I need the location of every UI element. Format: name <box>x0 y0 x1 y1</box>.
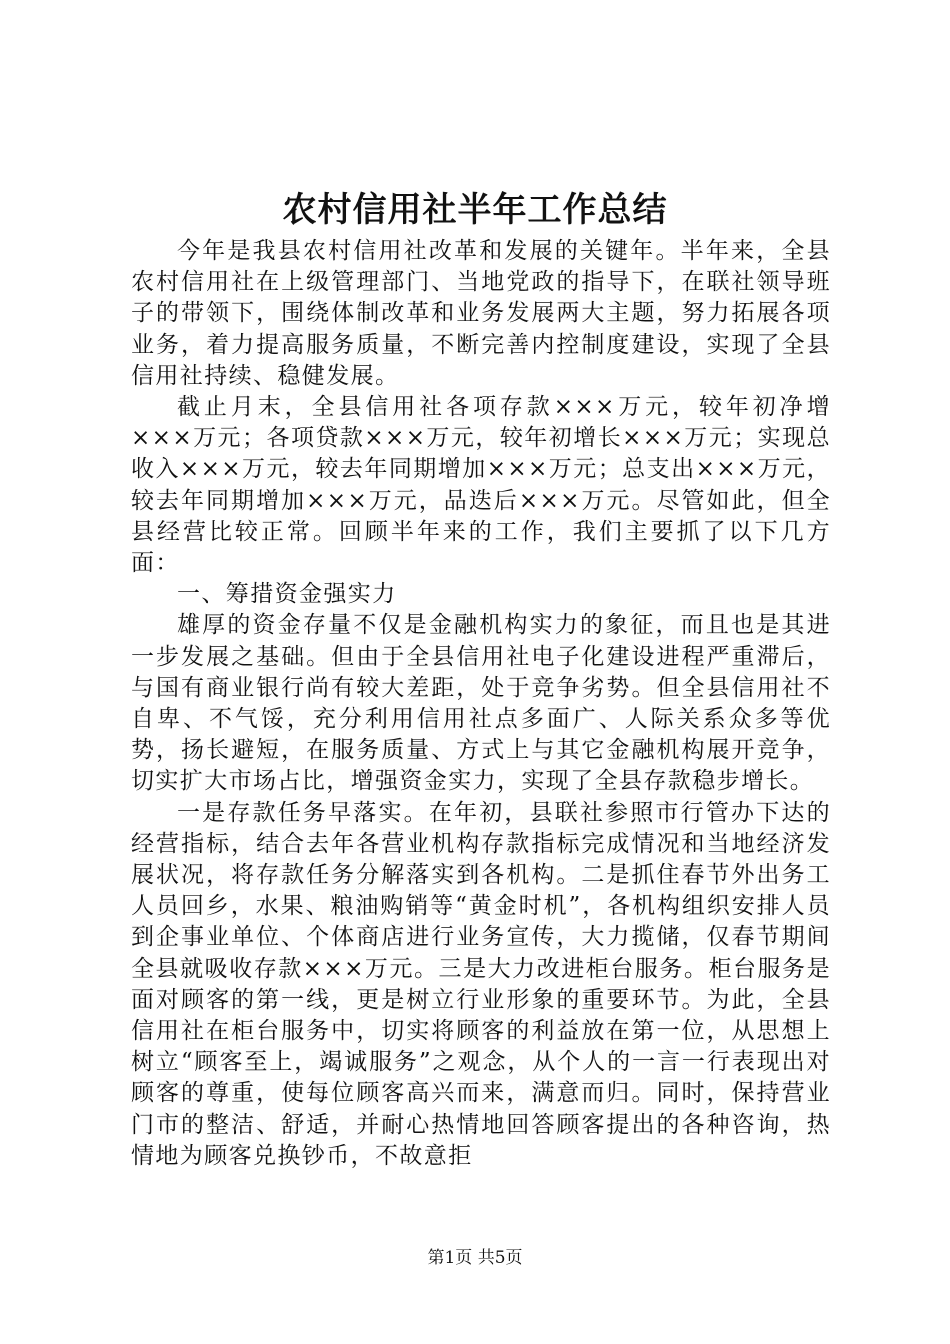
document-title: 农村信用社半年工作总结 <box>282 190 668 230</box>
section-heading-1: 一、筹措资金强实力 <box>177 581 397 608</box>
paragraph-capital: 雄厚的资金存量不仅是金融机构实力的象征，而且也是其进一步发展之基础。但由于全县信用社电子化建设进程严重滞后，与国有商业银行尚有较大差距，处于竞争劣势。但全县信用社不自卑、不气馁，充分利用信用社点多面广、人际关系众多等优势，扬长避短，在服务质量、方式上与其它金融机构展开竞争，切实扩大市场占比，增强资金实力，实现了全县存款稳步增长。 <box>131 612 831 795</box>
paragraph-intro: 今年是我县农村信用社改革和发展的关键年。半年来，全县农村信用社在上级管理部门、当地党政的指导下，在联社领导班子的带领下，围绕体制改革和业务发展两大主题，努力拓展各项业务，着力提高服务质量，不断完善内控制度建设，实现了全县信用社持续、稳健发展。 <box>131 238 831 389</box>
page-footer: 第1页 共5页 <box>427 1248 523 1268</box>
paragraph-figures: 截止月末，全县信用社各项存款×××万元，较年初净增×××万元；各项贷款×××万元，较年初增长×××万元；实现总收入×××万元，较去年同期增加×××万元；总支出×××万元，较去年同期增加×××万元，品迭后×××万元。尽管如此，但全县经营比较正常。回顾半年来的工作，我们主要抓了以下几方面： <box>131 394 831 577</box>
paragraph-deposit-tasks: 一是存款任务早落实。在年初，县联社参照市行管办下达的经营指标，结合去年各营业机构存款指标完成情况和当地经济发展状况，将存款任务分解落实到各机构。二是抓住春节外出务工人员回乡，水果、粮油购销等“黄金时机”，各机构组织安排人员到企事业单位、个体商店进行业务宣传，大力揽储，仅春节期间全县就吸收存款×××万元。三是大力改进柜台服务。柜台服务是面对顾客的第一线，更是树立行业形象的重要环节。为此，全县信用社在柜台服务中，切实将顾客的利益放在第一位，从思想上树立“顾客至上，竭诚服务”之观念，从个人的一言一行表现出对顾客的尊重，使每位顾客高兴而来，满意而归。同时，保持营业门市的整洁、舒适，并耐心热情地回答顾客提出的各种咨询，热情地为顾客兑换钞币，不故意拒 <box>131 799 831 1169</box>
document-body <box>131 236 831 1172</box>
